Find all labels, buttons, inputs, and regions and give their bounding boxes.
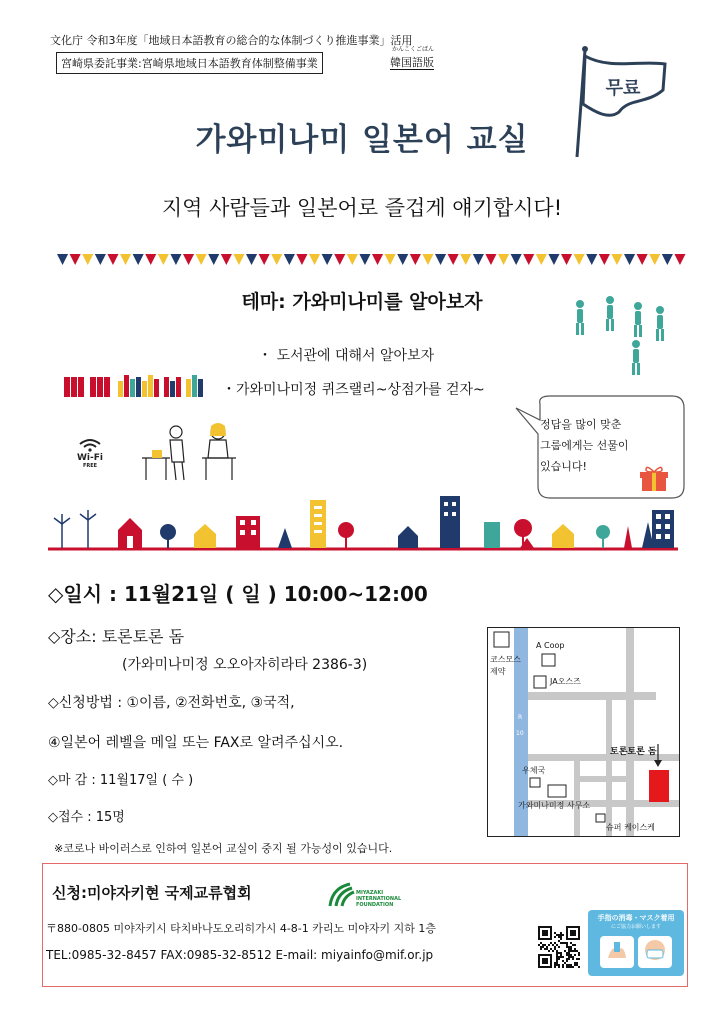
bullet-library: ・ 도서관에 대해서 알아보자 — [258, 348, 435, 364]
bunting-flag — [649, 254, 660, 265]
hand-sanitizer-mask-icon — [596, 932, 676, 972]
apply-organization: 신청:미야자키현 국제교류협회 — [52, 884, 252, 902]
bunting-flag — [473, 254, 484, 265]
event-capacity: ◇접수 : 15명 — [48, 810, 125, 825]
apply-deadline: ◇마 감 : 11월17일 ( 수 ) — [48, 773, 194, 788]
bunting-flag — [561, 254, 572, 265]
edition-text: 韓国語版 — [390, 56, 434, 69]
apply-method-line2: ④일본어 레벨을 메일 또는 FAX로 알려주십시오. — [48, 735, 344, 751]
bunting-flag — [246, 254, 257, 265]
bunting-flag — [158, 254, 169, 265]
bunting-flag — [208, 254, 219, 265]
event-venue: ◇장소: 토론토론 돔 — [48, 627, 185, 646]
edition-ruby: かんこくごばん — [392, 46, 435, 53]
map-label-ja: JA오스즈 — [550, 677, 581, 686]
bunting-flag — [347, 254, 358, 265]
mif-logo-icon — [326, 880, 402, 912]
apply-method-line1: ◇신청방법 : ①이름, ②전화번호, ③국적, — [48, 695, 295, 711]
gift-icon — [640, 466, 668, 492]
bunting-flag — [385, 254, 396, 265]
bunting-flag — [485, 254, 496, 265]
bunting-flag — [221, 254, 232, 265]
bunting-flag — [536, 254, 547, 265]
bunting-flag — [284, 254, 295, 265]
map-label-town-hall: 가와미나미정 사무소 — [518, 801, 591, 810]
wifi-label: Wi-Fi — [77, 453, 103, 463]
mif-logo-text1: MIYAZAKI — [356, 890, 384, 896]
bunting-flag — [322, 254, 333, 265]
bunting-flag — [511, 254, 522, 265]
map-label-route-number: 10 — [516, 730, 524, 737]
mif-logo-text2: INTERNATIONAL — [356, 896, 402, 902]
wifi-sub: FREE — [82, 463, 98, 469]
apply-contact: TEL:0985-32-8457 FAX:0985-32-8512 E-mail: miyainfo@mif.or.jp — [46, 948, 434, 962]
mif-logo-text3: FOUNDATION — [356, 902, 394, 908]
covid-note: ※코로나 바이러스로 인하여 일본어 교실이 중지 될 가능성이 있습니다. — [54, 842, 393, 855]
bunting-flag — [259, 254, 270, 265]
speech-bubble-text: 정답을 많이 맞춘 그룹에게는 선물이 있습니다! — [540, 418, 629, 473]
bunting-flag — [662, 254, 673, 265]
bunting-flag — [359, 254, 370, 265]
bunting-flag — [548, 254, 559, 265]
bunting-flag — [611, 254, 622, 265]
bunting-flag — [624, 254, 635, 265]
header-commission-box: 宮崎県委託事業:宮崎県地域日本語教育体制整備事業 — [56, 52, 323, 74]
bunting-flag — [422, 254, 433, 265]
theme-heading: 테마: 가와미나미를 알아보자 — [241, 291, 483, 313]
apply-address: 〒880-0805 미야자키시 타치바나도오리히가시 4-8-1 카리노 미야자키 지하 1층 — [46, 922, 437, 935]
map-label-cosmos: 코스모스 — [490, 655, 521, 664]
mask-notice-badge — [588, 910, 684, 976]
map-label-route: R — [518, 714, 523, 721]
edition-label — [390, 46, 435, 70]
bunting-flag — [372, 254, 383, 265]
mask-notice-title: 手指の消毒・マスク着用 — [597, 914, 675, 922]
map-label-supermarket: 슈퍼 케이스케 — [606, 823, 655, 832]
map-label-venue: 토론토론 돔 — [610, 747, 657, 757]
bunting-flag — [57, 254, 68, 265]
bunting-flag — [133, 254, 144, 265]
bunting-flag — [309, 254, 320, 265]
bunting-flag — [599, 254, 610, 265]
bunting-flag — [82, 254, 93, 265]
bunting-flag — [120, 254, 131, 265]
town-skyline-illustration — [48, 496, 678, 552]
bunting-flag — [574, 254, 585, 265]
bunting-flag — [498, 254, 509, 265]
bunting-flag — [70, 254, 81, 265]
page-subtitle: 지역 사람들과 일본어로 즐겁게 얘기합시다! — [161, 196, 563, 220]
map-label-cosmos2: 제약 — [490, 667, 506, 676]
books-icon — [64, 373, 209, 397]
bunting-flag — [448, 254, 459, 265]
bunting-flag — [586, 254, 597, 265]
bunting-flag — [107, 254, 118, 265]
wifi-icon — [68, 434, 112, 468]
map-label-post-office: 우체국 — [522, 766, 546, 775]
bunting-flag — [95, 254, 106, 265]
venue-map — [487, 627, 680, 837]
walking-people-icon — [568, 294, 678, 380]
event-date: ◇일시 : 11월21일 ( 일 ) 10:00~12:00 — [48, 582, 428, 606]
bunting-decoration — [57, 254, 687, 268]
bunting-flag — [233, 254, 244, 265]
mask-notice-subtitle: にご協力お願いします — [610, 924, 661, 930]
bunting-flag — [271, 254, 282, 265]
bunting-flag — [410, 254, 421, 265]
bunting-flag — [145, 254, 156, 265]
event-venue-address: (가와미나미정 오오아자히라타 2386-3) — [122, 657, 368, 673]
bunting-flag — [170, 254, 181, 265]
bunting-flag — [523, 254, 534, 265]
header-sponsor-line: 文化庁 令和3年度「地域日本語教育の総合的な体制づくり推進事業」活用 — [50, 34, 413, 47]
bunting-flag — [397, 254, 408, 265]
map-label-acoop: A Coop — [536, 641, 565, 650]
reading-people-icon — [140, 418, 250, 482]
bunting-flag — [183, 254, 194, 265]
bunting-flag — [334, 254, 345, 265]
page-title: 가와미나미 일본어 교실 — [195, 122, 529, 158]
qr-code-icon — [538, 926, 580, 968]
bunting-flag — [296, 254, 307, 265]
bunting-flag — [637, 254, 648, 265]
bunting-flag — [435, 254, 446, 265]
bunting-flag — [460, 254, 471, 265]
bullet-quiz-rally: ・가와미나미정 퀴즈랠리~상점가를 걷자~ — [222, 382, 485, 398]
bunting-flag — [674, 254, 685, 265]
free-flag-text: 무료 — [605, 78, 641, 99]
bunting-flag — [196, 254, 207, 265]
